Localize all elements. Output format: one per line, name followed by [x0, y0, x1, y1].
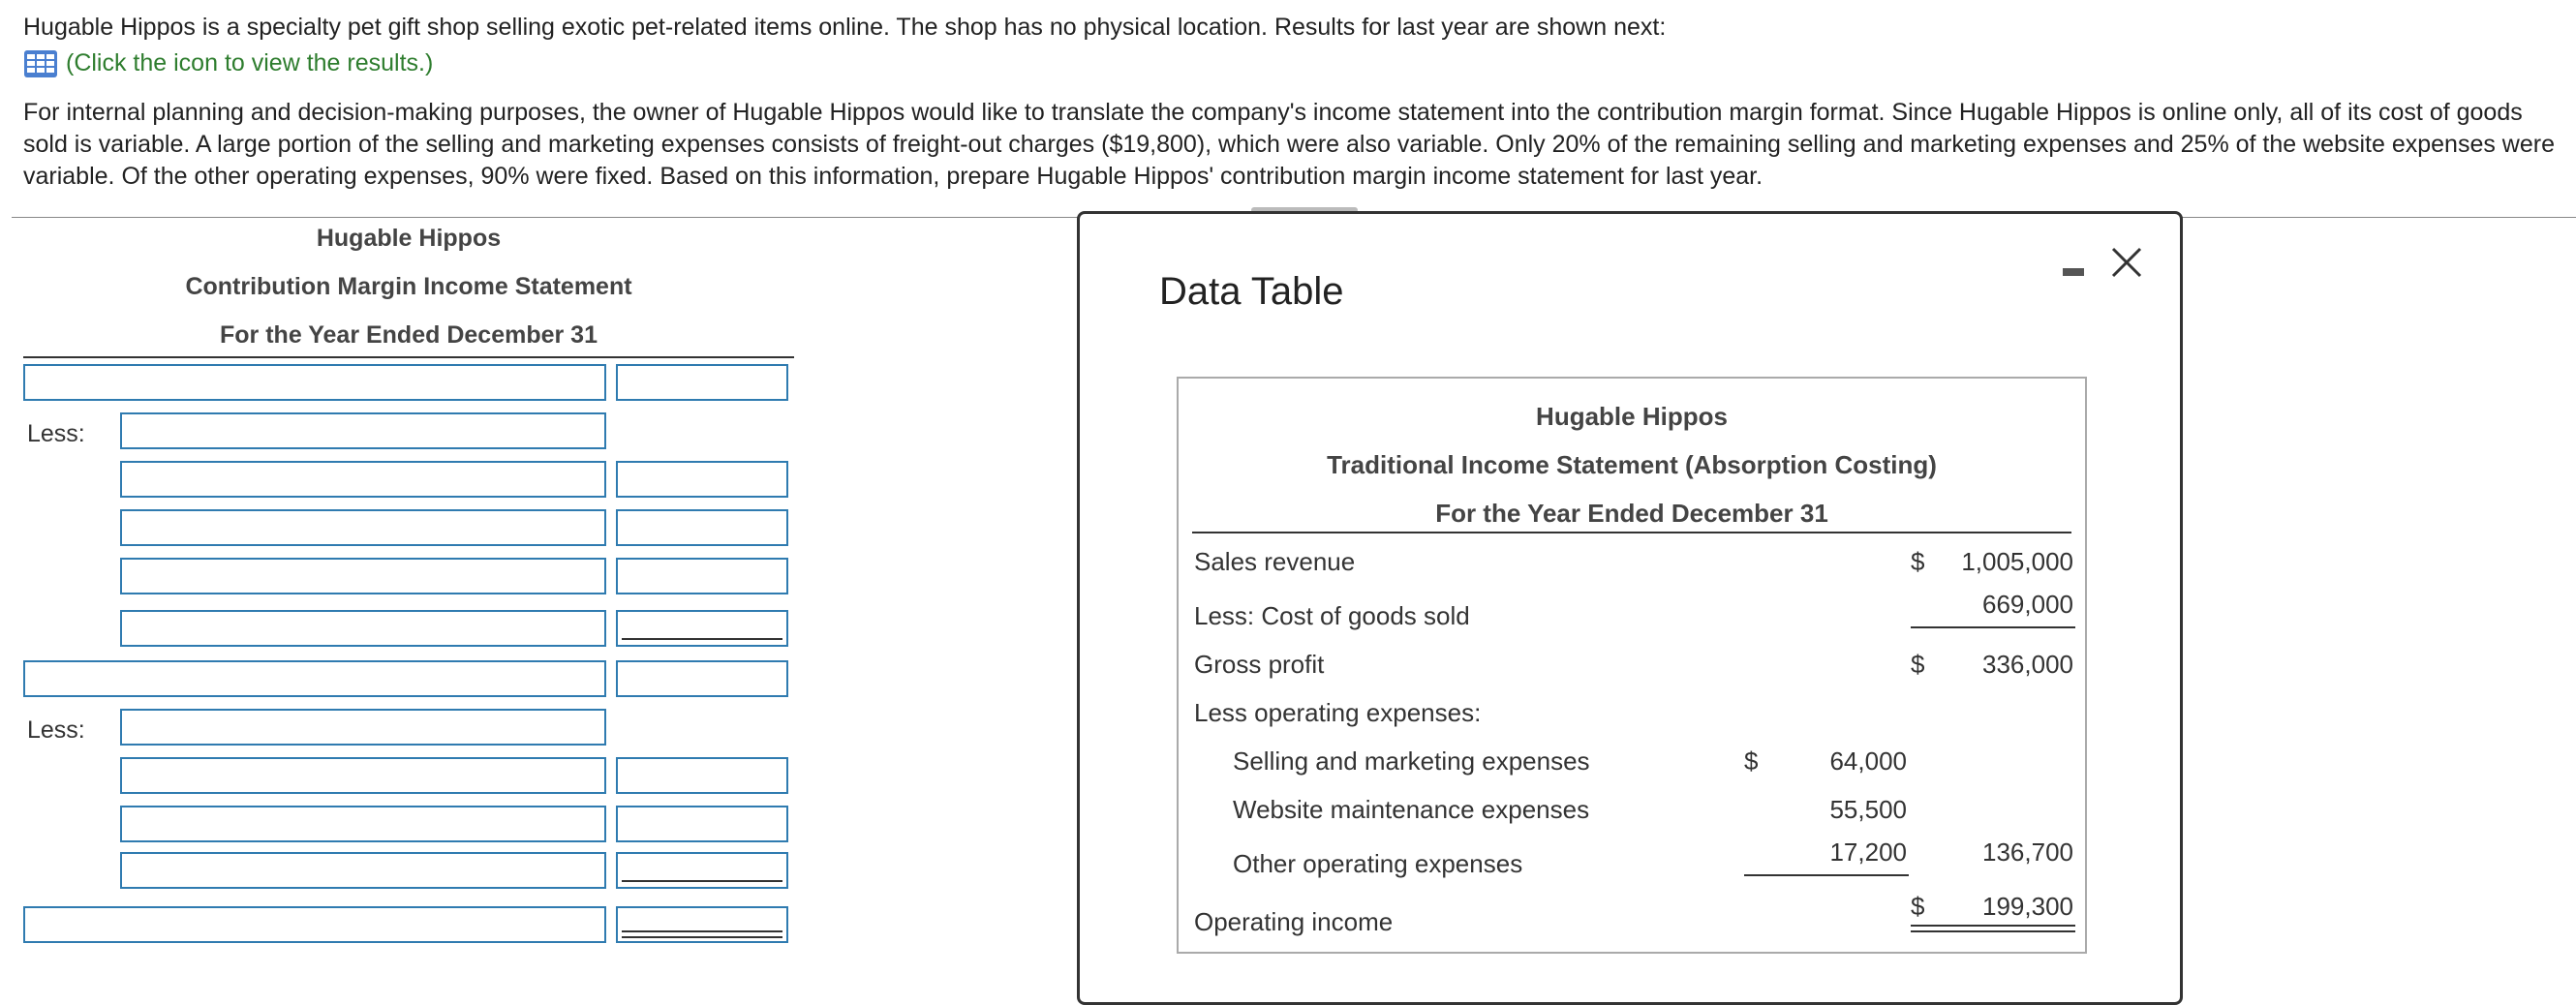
worksheet-period: For the Year Ended December 31 — [220, 321, 598, 349]
amount-input[interactable] — [616, 461, 788, 498]
worksheet-row — [23, 509, 794, 548]
amount-input[interactable] — [616, 364, 788, 401]
selling-marketing-amount: 64,000 — [1829, 746, 1907, 776]
line-label-input[interactable] — [120, 757, 606, 794]
amount-input[interactable] — [616, 906, 788, 943]
amount-input[interactable] — [616, 660, 788, 697]
worksheet-row — [23, 709, 794, 747]
worksheet-row — [23, 906, 794, 945]
worksheet-header-rule — [23, 356, 794, 358]
amount-input[interactable] — [616, 852, 788, 889]
subtotal-rule — [1744, 874, 1909, 876]
intro-instructions: For internal planning and decision-making purposes, the owner of Hugable Hippos would like to translate the company's income statement into the contribution margin format. Since Hugable Hippos is online only, all of its cost of goods sold is variable. A large portion of the selling and marketing expenses consists of freight-out charges ($19,800), which were also variable. Only 20% of the remaining selling and marketing expenses and 25% of the website expenses were variable. Of the other operating expenses, 90% were fixed. Based on this information, prepare Hugable Hippos' contribution margin income statement for last year. — [23, 99, 2555, 190]
line-label-input[interactable] — [120, 412, 606, 449]
amount-input[interactable] — [616, 806, 788, 842]
less-label: Less: — [27, 716, 85, 744]
worksheet-row — [23, 610, 794, 649]
minimize-button[interactable] — [2059, 255, 2088, 284]
cogs-amount: 669,000 — [1982, 590, 2073, 619]
amount-input[interactable] — [616, 757, 788, 794]
line-label-input[interactable] — [120, 709, 606, 746]
amount-input[interactable] — [616, 558, 788, 594]
total-opex-amount: 136,700 — [1982, 838, 2073, 867]
line-label-input[interactable] — [120, 461, 606, 498]
data-table-modal — [1077, 211, 2183, 1005]
line-label-input[interactable] — [120, 806, 606, 842]
worksheet-row — [23, 806, 794, 844]
worksheet-row — [23, 660, 794, 699]
table-title: Traditional Income Statement (Absorption Costing) — [1327, 450, 1937, 479]
table-icon[interactable] — [23, 49, 58, 78]
results-link-text[interactable]: (Click the icon to view the results.) — [66, 49, 434, 76]
amount-input[interactable] — [616, 509, 788, 546]
selling-marketing-label: Selling and marketing expenses — [1233, 746, 1590, 776]
amount-input[interactable] — [616, 610, 788, 647]
close-icon[interactable] — [2107, 243, 2146, 282]
line-label-input[interactable] — [120, 509, 606, 546]
currency-symbol: $ — [1911, 892, 1925, 921]
website-amount: 55,500 — [1829, 795, 1907, 824]
intro-line-1: Hugable Hippos is a specialty pet gift shop selling exotic pet-related items online. The shop has no physical location. Results for last year are shown next: — [23, 14, 1667, 41]
table-period: For the Year Ended December 31 — [1435, 499, 1828, 528]
line-label-input[interactable] — [23, 660, 606, 697]
sales-revenue-amount: 1,005,000 — [1961, 547, 2073, 576]
worksheet-row — [23, 852, 794, 891]
opex-header-label: Less operating expenses: — [1194, 698, 1482, 727]
line-label-input[interactable] — [120, 610, 606, 647]
gross-profit-label: Gross profit — [1194, 650, 1325, 679]
table-header-rule — [1192, 532, 2071, 533]
worksheet-company: Hugable Hippos — [316, 225, 502, 252]
modal-title: Data Table — [1159, 270, 1344, 313]
operating-income-label: Operating income — [1194, 907, 1394, 936]
worksheet-row — [23, 461, 794, 500]
less-label: Less: — [27, 420, 85, 447]
line-label-input[interactable] — [120, 558, 606, 594]
currency-symbol: $ — [1911, 547, 1925, 576]
currency-symbol: $ — [1911, 650, 1925, 679]
other-opex-label: Other operating expenses — [1233, 849, 1523, 878]
worksheet-row — [23, 558, 794, 596]
line-label-input[interactable] — [23, 364, 606, 401]
subtotal-rule — [1911, 626, 2075, 628]
line-label-input[interactable] — [23, 906, 606, 943]
worksheet-row — [23, 412, 794, 451]
sales-revenue-label: Sales revenue — [1194, 547, 1356, 576]
currency-symbol: $ — [1744, 746, 1759, 776]
results-link[interactable] — [23, 47, 2561, 79]
other-opex-amount: 17,200 — [1829, 838, 1907, 867]
total-double-rule — [1911, 925, 2075, 932]
problem-intro — [23, 12, 2561, 193]
table-company: Hugable Hippos — [1536, 402, 1728, 431]
income-statement-table — [1177, 377, 2087, 954]
worksheet-row — [23, 757, 794, 796]
gross-profit-amount: 336,000 — [1982, 650, 2073, 679]
cogs-label: Less: Cost of goods sold — [1194, 601, 1470, 630]
website-label: Website maintenance expenses — [1233, 795, 1590, 824]
worksheet-title: Contribution Margin Income Statement — [185, 273, 632, 300]
worksheet-row — [23, 364, 794, 403]
operating-income-amount: 199,300 — [1982, 892, 2073, 921]
line-label-input[interactable] — [120, 852, 606, 889]
